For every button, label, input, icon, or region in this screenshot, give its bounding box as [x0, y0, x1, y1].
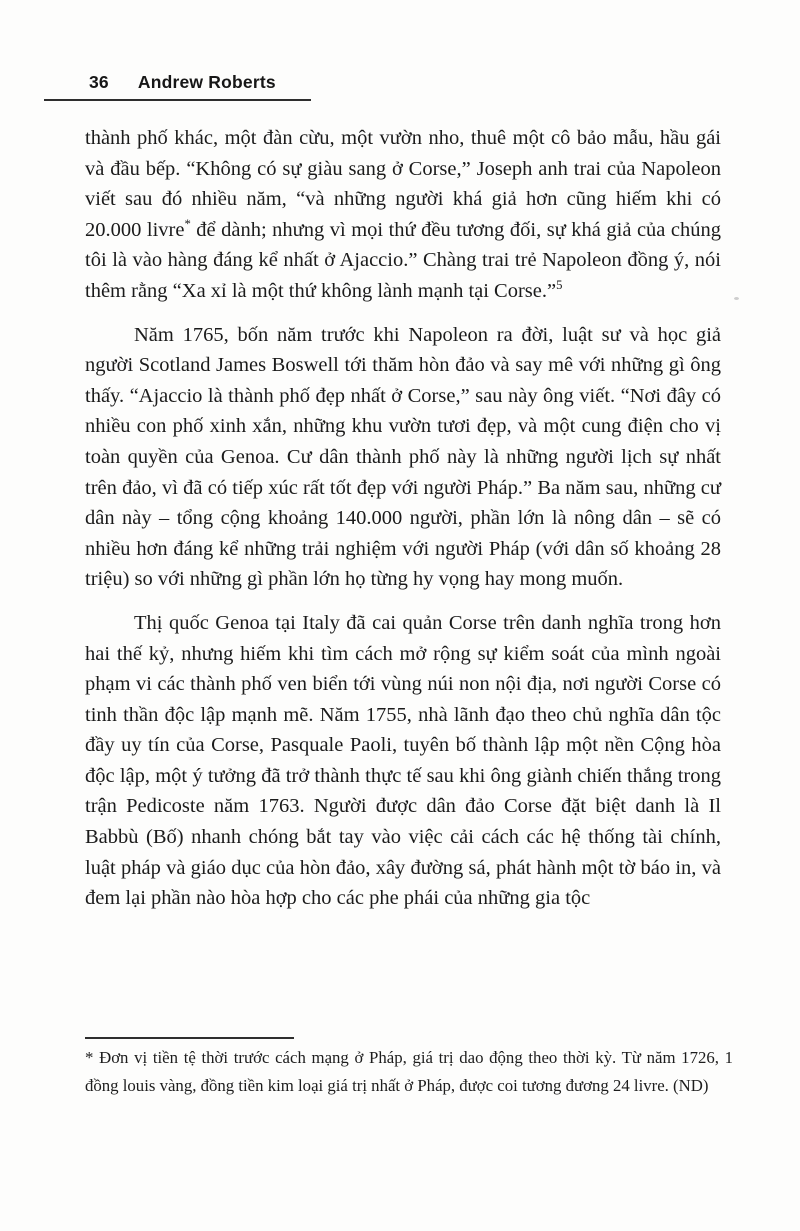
- running-header: [89, 72, 276, 93]
- page-number: 36: [89, 72, 109, 92]
- running-title: Andrew Roberts: [137, 72, 276, 92]
- footnote-divider: [85, 1037, 294, 1039]
- paragraph: thành phố khác, một đàn cừu, một vườn nho, thuê một cô bảo mẫu, hầu gái và đầu bếp. “Không có sự giàu sang ở Corse,” Joseph anh trai của Napoleon viết sau đó nhiều năm, “và những người khá giả hơn cũng hiếm khi có 20.000 livre* để dành; nhưng vì mọi thứ đều tương đối, sự khá giả của chúng tôi là vào hàng đáng kể nhất ở Ajaccio.” Chàng trai trẻ Napoleon đồng ý, nói thêm rằng “Xa xỉ là một thứ không lành mạnh tại Corse.”$^5$: [85, 127, 721, 302]
- body-text: [85, 123, 721, 914]
- paragraph: Năm 1765, bốn năm trước khi Napoleon ra đời, luật sư và học giả người Scotland James Boswell tới thăm hòn đảo và say mê với những gì ông thấy. “Ajaccio là thành phố đẹp nhất ở Corse,” sau này ông viết. “Nơi đây có nhiều con phố xinh xắn, những khu vườn tươi đẹp, và một cung điện cho vị toàn quyền của Genoa. Cư dân thành phố này là những người lịch sự nhất trên đảo, vì đã có tiếp xúc rất tốt đẹp với người Pháp.” Ba năm sau, những cư dân này – tổng cộng khoảng 140.000 người, phần lớn là nông dân – sẽ có nhiều hơn đáng kể những trải nghiệm với người Pháp (với dân số khoảng 28 triệu) so với những gì phần lớn họ từng hy vọng hay mong muốn.: [85, 323, 721, 591]
- footnote-text: * Đơn vị tiền tệ thời trước cách mạng ở Pháp, giá trị dao động theo thời kỳ. Từ năm 1726, 1 đồng louis vàng, đồng tiền kim loại giá trị nhất ở Pháp, được coi tương đương 24 livre. (ND): [85, 1048, 733, 1095]
- footnote: [85, 1044, 733, 1100]
- header-divider: [44, 99, 311, 101]
- paragraph: Thị quốc Genoa tại Italy đã cai quản Corse trên danh nghĩa trong hơn hai thế kỷ, nhưng hiếm khi tìm cách mở rộng sự kiểm soát của mình ngoài phạm vi các thành phố ven biển tới vùng núi non nội địa, nơi người Corse có tinh thần độc lập mạnh mẽ. Năm 1755, nhà lãnh đạo theo chủ nghĩa dân tộc đầy uy tín của Corse, Pasquale Paoli, tuyên bố thành lập một nền Cộng hòa độc lập, một ý tưởng đã trở thành thực tế sau khi ông giành chiến thắng trong trận Pedicoste năm 1763. Người được dân đảo Corse đặt biệt danh là Il Babbù (Bố) nhanh chóng bắt tay vào việc cải cách các hệ thống tài chính, luật pháp và giáo dục của hòn đảo, xây đường sá, phát hành một tờ báo in, và đem lại phần nào hòa hợp cho các phe phái của những gia tộc: [85, 611, 721, 910]
- scan-artifact-dot: [734, 297, 739, 300]
